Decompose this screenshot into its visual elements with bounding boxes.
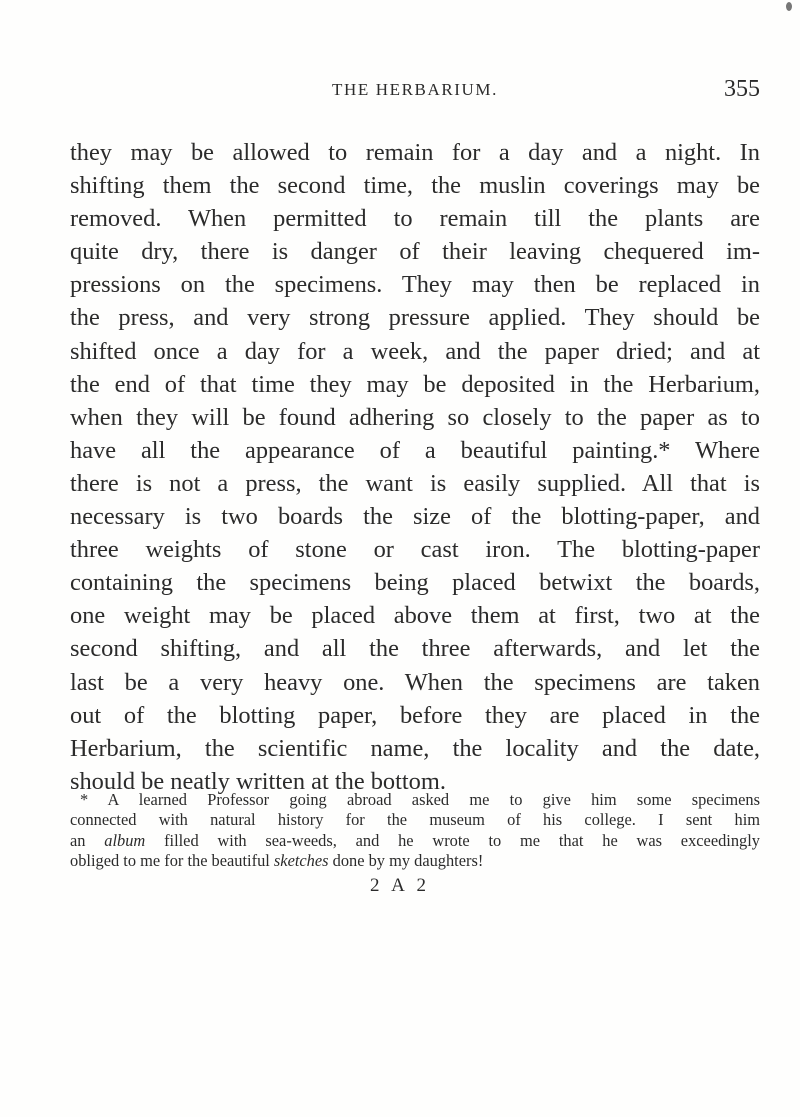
- text-line: quite dry, there is danger of their leaving chequered im-: [70, 238, 760, 266]
- footnote-line: [70, 851, 760, 871]
- text-line: pressions on the specimens. They may then be replaced in: [70, 271, 760, 299]
- text-line: there is not a press, the want is easily supplied. All that is: [70, 469, 760, 497]
- signature-mark: 2 A 2: [369, 875, 431, 896]
- ink-mark: [786, 2, 792, 11]
- text-line: containing the specimens being placed betwixt the boards,: [70, 569, 760, 597]
- running-title: THE HERBARIUM.: [332, 80, 498, 99]
- text-line: have all the appearance of a beautiful painting.* Where: [70, 436, 760, 464]
- page-number: 355: [724, 76, 760, 102]
- footnote-line: connected with natural history for the museum of his college. I sent him: [70, 810, 760, 830]
- text-line: when they will be found adhering so closely to the paper as to: [70, 403, 760, 431]
- text-line: they may be allowed to remain for a day and a night. In: [70, 139, 760, 166]
- text-line: one weight may be placed above them at first, two at the: [70, 602, 760, 630]
- text-line: should be neatly written at the bottom.: [70, 767, 446, 795]
- footnote-emphasis: album: [104, 830, 146, 850]
- text-line: removed. When permitted to remain till the plants are: [70, 205, 760, 233]
- text-line: last be a very heavy one. When the specimens are taken: [70, 668, 760, 696]
- footnote: [70, 790, 760, 872]
- footnote-text: done by my daughters!: [328, 851, 484, 871]
- text-line: second shifting, and all the three afterwards, and let the: [70, 635, 760, 663]
- text-line: shifted once a day for a week, and the paper dried; and at: [70, 337, 760, 365]
- footnote-emphasis: sketches: [273, 851, 329, 871]
- text-line: the press, and very strong pressure applied. They should be: [70, 304, 760, 332]
- text-line: shifting them the second time, the muslin coverings may be: [70, 172, 760, 200]
- footnote-text: filled with sea-weeds, and he wrote to me that he was exceedingly: [145, 830, 760, 850]
- footnote-line: * A learned Professor going abroad asked me to give him some specimens: [80, 790, 760, 809]
- footnote-line: [70, 831, 760, 851]
- text-line: out of the blotting paper, before they are placed in the: [70, 701, 760, 729]
- text-line: Herbarium, the scientific name, the locality and the date,: [70, 734, 760, 762]
- footnote-text: an: [70, 830, 105, 850]
- text-line: three weights of stone or cast iron. The blotting-paper: [70, 536, 760, 564]
- running-head: [70, 76, 760, 110]
- text-line: the end of that time they may be deposited in the Herbarium,: [70, 370, 760, 398]
- text-line: necessary is two boards the size of the blotting-paper, and: [70, 503, 760, 531]
- footnote-text: obliged to me for the beautiful: [70, 851, 274, 871]
- body-paragraph: [70, 136, 760, 798]
